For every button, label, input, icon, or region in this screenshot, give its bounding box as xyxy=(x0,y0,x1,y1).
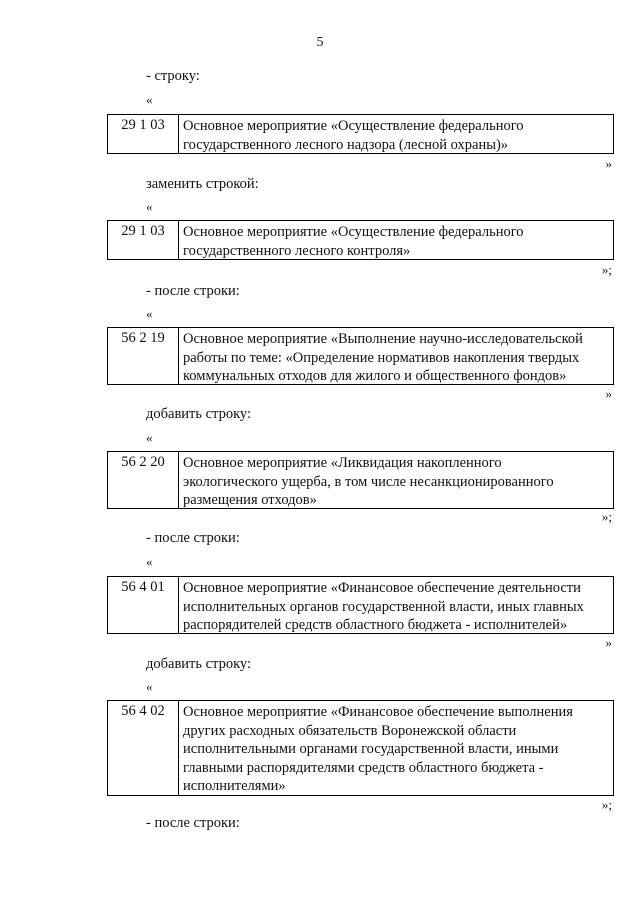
instruction-text: добавить строку: xyxy=(146,656,251,672)
row-code: 56 2 20 xyxy=(108,452,179,508)
close-quote: »; xyxy=(601,797,612,812)
table-row xyxy=(107,576,614,634)
row-description: Основное мероприятие «Финансовое обеспечение выполнения других расходных обязательств Воронежской области исполнительными органами государственной власти, иными главными распорядителями средств областного бюджета - исполнителями» xyxy=(183,704,573,794)
table-row xyxy=(107,220,614,260)
instruction-text: - после строки: xyxy=(146,530,240,546)
instruction-text: - после строки: xyxy=(146,815,240,831)
row-description: Основное мероприятие «Выполнение научно-исследовательской работы по теме: «Определение нормативов накопления твердых коммунальных отходов для жилого и общественного фондов» xyxy=(183,331,583,384)
page-number: 5 xyxy=(316,35,324,50)
open-quote: « xyxy=(146,554,153,569)
close-quote: »; xyxy=(601,262,612,277)
row-code: 56 4 02 xyxy=(108,701,179,795)
instruction-text: заменить строкой: xyxy=(146,176,259,192)
row-description: Основное мероприятие «Ликвидация накопленного экологического ущерба, в том числе несанкционированного размещения отходов» xyxy=(183,455,554,508)
row-code: 56 4 01 xyxy=(108,577,179,633)
close-quote: » xyxy=(605,635,612,650)
close-quote: » xyxy=(605,156,612,171)
row-description: Основное мероприятие «Финансовое обеспечение деятельности исполнительных органов государственной власти, иных главных распорядителей средств областного бюджета - исполнителей» xyxy=(183,580,584,633)
instruction-text: добавить строку: xyxy=(146,406,251,422)
table-row xyxy=(107,700,614,796)
row-code: 56 2 19 xyxy=(108,328,179,384)
instruction-text: - после строки: xyxy=(146,283,240,299)
row-description: Основное мероприятие «Осуществление федерального государственного лесного надзора (лесной охраны)» xyxy=(183,118,524,153)
close-quote: » xyxy=(605,386,612,401)
open-quote: « xyxy=(146,430,153,445)
open-quote: « xyxy=(146,306,153,321)
row-code: 29 1 03 xyxy=(108,221,179,259)
row-description: Основное мероприятие «Осуществление федерального государственного лесного контроля» xyxy=(183,224,524,259)
open-quote: « xyxy=(146,92,153,107)
table-row xyxy=(107,114,614,154)
close-quote: »; xyxy=(601,509,612,524)
open-quote: « xyxy=(146,679,153,694)
instruction-text: - строку: xyxy=(146,68,200,84)
row-code: 29 1 03 xyxy=(108,115,179,153)
table-row xyxy=(107,327,614,385)
open-quote: « xyxy=(146,199,153,214)
table-row xyxy=(107,451,614,509)
